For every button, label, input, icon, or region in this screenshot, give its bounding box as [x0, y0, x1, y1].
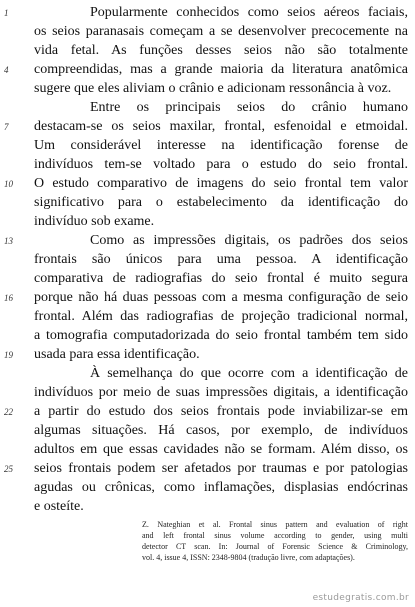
line-number: 19 [4, 350, 13, 360]
passage-line [4, 231, 408, 250]
passage-line [4, 288, 408, 307]
line-text: sugere que eles aliviam o crânio e adicionam ressonância à voz. [34, 81, 392, 96]
line-text: À semelhança do que ocorre com a identificação de [90, 366, 408, 381]
citation-row: and left frontal sinus volume according to gender, using multi [142, 531, 408, 540]
line-number: 1 [4, 8, 9, 18]
passage-line [34, 326, 408, 345]
passage-line [34, 478, 408, 497]
line-text: agudas ou crônicas, como inflamações, displasias endócrinas [34, 480, 408, 495]
line-text: frontais são únicos para uma pessoa. A identificação [34, 252, 408, 267]
passage-line [34, 212, 408, 231]
passage-line [34, 364, 408, 383]
line-text: significativo para o estabelecimento da identificação do [34, 195, 408, 210]
line-text: seios frontais podem ser afetados por traumas e por patologias [34, 461, 408, 476]
passage-line [34, 269, 408, 288]
line-text: a tomografia computadorizada do seio frontal também tem sido [34, 328, 408, 343]
line-number: 4 [4, 65, 9, 75]
line-text: porque não há duas pessoas com a mesma configuração de seio [34, 290, 408, 305]
line-text: algumas situações. Há casos, por exemplo, de indivíduos [34, 423, 408, 438]
passage-text [4, 3, 408, 516]
source-citation [142, 519, 408, 563]
citation-row: detector CT scan. In: Journal of Forensic Science & Criminology, [142, 542, 408, 551]
passage-line [34, 497, 408, 516]
passage-line [34, 41, 408, 60]
line-text: Um considerável interesse na identificação forense de [34, 138, 408, 153]
passage-line [4, 459, 408, 478]
passage-line [34, 155, 408, 174]
passage-line [34, 22, 408, 41]
passage-line [4, 117, 408, 136]
line-number: 25 [4, 464, 13, 474]
line-text: indivíduo sob exame. [34, 214, 155, 229]
line-text: frontal. Além das radiografias de projeção tradicional normal, [34, 309, 408, 324]
line-text: Popularmente conhecidos como seios aéreos faciais, [90, 5, 408, 20]
passage-line [34, 440, 408, 459]
line-text: os seios paranasais começam a se desenvolver precocemente na [34, 24, 408, 39]
line-text: indivíduos tem-se voltado para o estudo do seio frontal. [34, 157, 408, 172]
passage-line [4, 402, 408, 421]
line-text: Como as impressões digitais, os padrões dos seios [90, 233, 408, 248]
passage-line [4, 3, 408, 22]
line-number: 7 [4, 122, 9, 132]
passage-line [34, 136, 408, 155]
line-number: 16 [4, 293, 13, 303]
passage-line [34, 79, 408, 98]
line-text: compreendidas, mas a grande maioria da literatura anatômica [34, 62, 408, 77]
citation-row: vol. 4, issue 4, ISSN: 2348-9804 (tradução livre, com adaptações). [142, 553, 355, 562]
site-watermark: estudegratis.com.br [312, 593, 409, 603]
line-text: comparativa de radiografias do seio frontal é muito segura [34, 271, 408, 286]
line-text: usada para essa identificação. [34, 347, 200, 362]
passage-line [34, 98, 408, 117]
passage-line [4, 60, 408, 79]
line-text: indivíduos por meio de suas impressões digitais, a identificação [34, 385, 408, 400]
line-text: vida fetal. As funções desses seios não são totalmente [34, 43, 408, 58]
passage-line [34, 307, 408, 326]
citation-row: Z. Nateghian et al. Frontal sinus pattern and evaluation of right [142, 520, 408, 529]
line-text: O estudo comparativo de imagens do seio frontal tem valor [34, 176, 408, 191]
passage-line [34, 383, 408, 402]
line-number: 13 [4, 236, 13, 246]
line-number: 10 [4, 179, 13, 189]
line-text: adultos em que essas cavidades não se formam. Além disso, os [34, 442, 408, 457]
passage-line [34, 250, 408, 269]
passage-line [34, 421, 408, 440]
line-text: a partir do estudo dos seios frontais pode inviabilizar-se em [34, 404, 408, 419]
line-text: destacam-se os seios maxilar, frontal, esfenoidal e etmoidal. [34, 119, 408, 134]
line-text: Entre os principais seios do crânio humano [90, 100, 408, 115]
passage-line [4, 345, 408, 364]
passage-line [34, 193, 408, 212]
line-text: e osteíte. [34, 499, 84, 514]
line-number: 22 [4, 407, 13, 417]
passage-line [4, 174, 408, 193]
